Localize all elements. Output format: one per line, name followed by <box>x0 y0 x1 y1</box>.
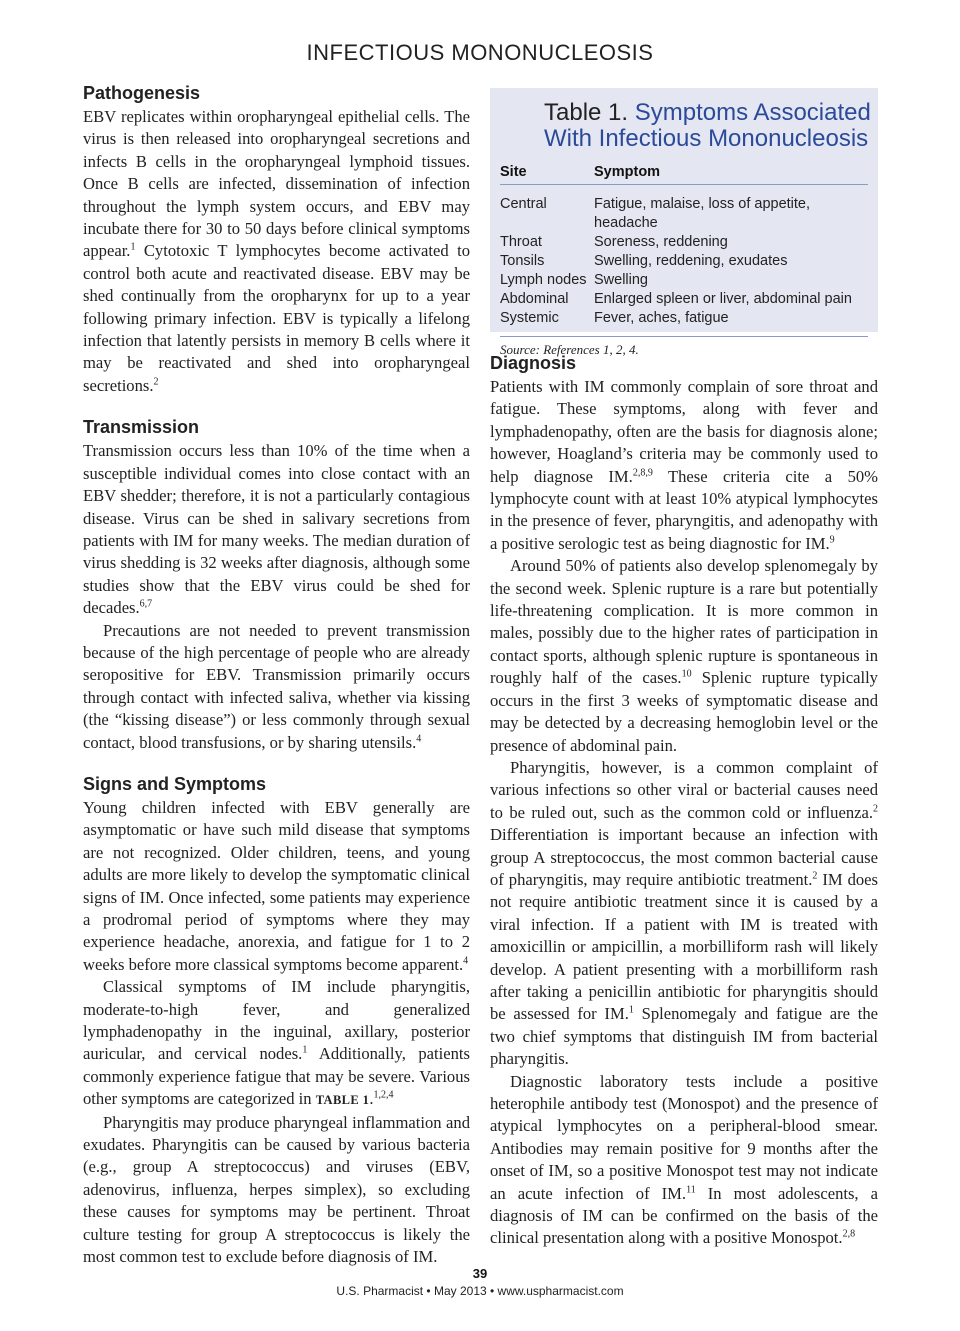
citation: 4 <box>416 733 422 745</box>
paragraph: Classical symptoms of IM include pharyngitis, moderate-to-high fever, and generalized lymphadenopathy in the inguinal, axillary, posterior auricular, and cervical nodes.$^1$ Additionally, patients commonly experience fatigue that may be severe. Various other symptoms are categorized in TABLE 1.$^{1,2,4}$ <box>83 977 470 1109</box>
citation: 1 <box>302 1044 308 1056</box>
table-row: Abdominal Enlarged spleen or liver, abdominal pain <box>500 291 852 307</box>
paragraph: Diagnostic laboratory tests include a positive heterophile antibody test (Monospot) and the presence of atypical lymphocytes on a peripheral-blood smear. Antibodies may remain positive for 9 months after the onset of IM, so a positive Monospot test may not indicate an acute infection of IM.$^{11}$ In most adolescents, a diagnosis of IM can be confirmed on the basis of the clinical presentation along with a positive Monospot.$^{2,8}$ <box>490 1071 878 1248</box>
table-row: Tonsils Swelling, reddening, exudates <box>500 253 788 269</box>
citation: 4 <box>463 955 469 967</box>
citation: 2 <box>873 803 878 815</box>
paragraph: Precautions are not needed to prevent transmission because of the high percentage of people who are already seropositive for EBV. Transmission primarily occurs through contact with infected saliva, whether via kissing (the “kissing disease”) or less commonly through sexual contact, blood transfusions, or by sharing utensils.$^4$ <box>83 620 470 752</box>
page-footer <box>0 1266 960 1298</box>
paragraph: Young children infected with EBV generally are asymptomatic or have such mild disease that symptoms are not recognized. Older children, teens, and young adults are more likely to develop the symptomatic clinical signs of IM. Once infected, some patients may experience a prodromal period of symptoms where they may experience headache, anorexia, and fatigue for 1 to 2 weeks before more classical symptoms become apparent.$^4$ <box>83 797 470 974</box>
citation: 2 <box>153 376 159 388</box>
section-heading-transmission: Transmission <box>83 417 200 438</box>
citation: 1 <box>130 241 136 253</box>
table-row: Systemic Fever, aches, fatigue <box>500 310 729 326</box>
table-row: Central Fatigue, malaise, loss of appetite, headache <box>500 196 811 231</box>
paragraph: Transmission occurs less than 10% of the time when a susceptible individual comes into close contact with an EBV shedder; therefore, it is not a particularly contagious disease. Virus can be shed in salivary secretions from patients with IM for many weeks. The median duration of virus shedding is 32 weeks after diagnosis, although some studies show that the EBV virus could be shed for decades.$^{6,7}$ <box>83 441 470 618</box>
citation: 2 <box>812 870 818 882</box>
table-header-row <box>500 164 868 185</box>
citation: 1 <box>628 1004 634 1016</box>
table-reference-link: TABLE 1 <box>315 1093 370 1108</box>
section-heading-diagnosis: Diagnosis <box>490 353 577 373</box>
citation: 2,8,9 <box>632 467 653 479</box>
table-source: Source: References 1, 2, 4. <box>500 336 868 358</box>
paragraph: Pharyngitis, however, is a common complaint of various infections so other viral or bacterial causes need to be ruled out, such as the common cold or influenza.$^2$ Differentiation is important because an infection with group A streptococcus, the most common bacterial cause of pharyngitis, may require antibiotic treatment.$^2$ IM does not require antibiotic treatment since it is caused by a viral infection. If a patient with IM is treated with amoxicillin or ampicillin, a morbilliform rash will likely develop. A patient presenting with a morbilliform rash after taking a penicillin antibiotic for pharyngitis should be assessed for IM.$^1$ Splenomegaly and fatigue are the two chief symptoms that distinguish IM from bacterial pharyngitis. <box>490 757 878 1069</box>
citation: 10 <box>681 668 692 680</box>
table-body <box>500 195 868 328</box>
section-heading-pathogenesis: Pathogenesis <box>83 83 201 103</box>
paragraph: Around 50% of patients also develop splenomegaly by the second week. Splenic rupture is a rare but potentially life-threatening complication. It is more common in males, possibly due to the higher rates of participation in contact sports, although splenic rupture is spontaneous in roughly half of the cases.$^{10}$ Splenic rupture typically occurs in the first 3 weeks of symptomatic disease and may be detected by a decreasing hemoglobin level or the presence of abdominal pain. <box>490 556 878 755</box>
citation: 1,2,4 <box>373 1089 394 1101</box>
right-column <box>490 352 878 1250</box>
citation: 2,8 <box>842 1228 856 1240</box>
page-number: 39 <box>472 1266 488 1281</box>
citation: 9 <box>829 534 835 546</box>
column-header-site: Site <box>500 164 527 180</box>
column-header-symptom: Symptom <box>594 164 661 180</box>
table-row: Throat Soreness, reddening <box>500 234 728 250</box>
paragraph: Pharyngitis may produce pharyngeal inflammation and exudates. Pharyngitis can be caused by various bacteria (e.g., group A streptococcus) and viruses (EBV, adenovirus, influenza, herpes simplex), so excluding these causes for symptoms may be pertinent. Throat culture testing for group A streptococcus is likely the most common test to exclude before diagnosis of IM. <box>83 1112 470 1267</box>
table-title: Table 1. Symptoms Associated With Infectious Mononucleosis <box>544 99 871 152</box>
publication-line: U.S. Pharmacist • May 2013 • www.uspharmacist.com <box>336 1284 624 1298</box>
table-row: Lymph nodes Swelling <box>500 272 648 288</box>
citation: 11 <box>686 1184 696 1196</box>
left-column <box>83 82 470 1269</box>
citation: 6,7 <box>139 598 153 610</box>
paragraph: Patients with IM commonly complain of sore throat and fatigue. These symptoms, along with fever and lymphadenopathy, often are the basis for diagnosis alone; however, Hoagland’s criteria may be commonly used to help diagnose IM.$^{2,8,9}$ These criteria cite a 50% lymphocyte count with at least 10% atypical lymphocytes in the presence of fever, pharyngitis, and adenopathy with a positive serologic test as being diagnostic for IM.$^9$ <box>490 377 879 553</box>
paragraph: EBV replicates within oropharyngeal epithelial cells. The virus is then released into oropharyngeal secretions and infects B cells in the oropharyngeal lymphoid tissues. Once B cells are infected, dissemination of infection throughout the lymph system occurs, and EBV may incubate there for 30 to 50 days before clinical symptoms appear.$^1$ Cytotoxic T lymphocytes become activated to control both acute and reactivated disease. EBV may be shed continually from the oropharynx for up to a year following primary infection. EBV is typically a lifelong infection that latently persists in memory B cells where it may be reactivated and shed into oropharyngeal secretions.$^2$ <box>83 107 470 395</box>
table-1 <box>490 88 878 357</box>
running-head: INFECTIOUS MONONUCLEOSIS <box>306 40 654 65</box>
section-heading-signs-symptoms: Signs and Symptoms <box>83 773 267 794</box>
